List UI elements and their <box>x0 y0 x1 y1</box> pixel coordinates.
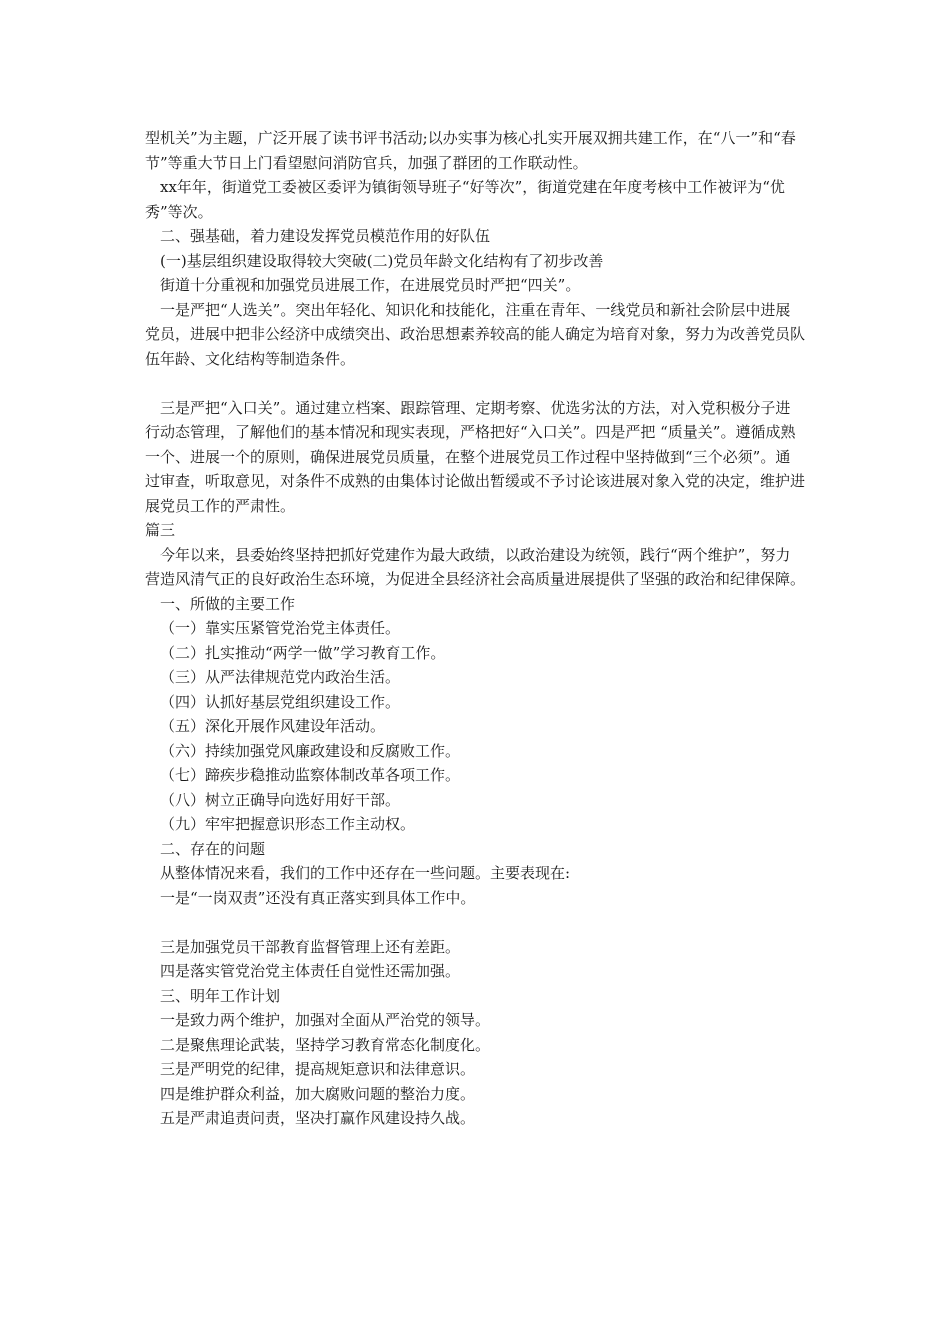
blank-line <box>145 910 805 935</box>
list-item: 一是“一岗双责”还没有真正落实到具体工作中。 <box>160 888 476 907</box>
list-item: （五）深化开展作风建设年活动。 <box>160 717 386 735</box>
list-item: （八）树立正确导向选好用好干部。 <box>160 790 401 809</box>
section-heading: 二、强基础，着力建设发挥党员模范作用的好队伍 <box>160 227 491 245</box>
paragraph: 型机关”为主题，广泛开展了读书评书活动;以办实事为核心扎实开展双拥共建工作，在“八一”和“春节”等重大节日上门看望慰问消防官兵，加强了群团的工作联动性。 <box>145 129 796 172</box>
list-item: 五是严肃追责问责，坚决打赢作风建设持久战。 <box>160 1109 476 1127</box>
list-item: （九）牢牢把握意识形态工作主动权。 <box>160 815 416 833</box>
blank-line <box>145 371 805 396</box>
paragraph: xx年年，街道党工委被区委评为镇街领导班子“好等次”，街道党建在年度考核中工作被评为“优秀”等次。 <box>145 178 785 221</box>
list-item: 三是加强党员干部教育监督管理上还有差距。 <box>160 937 461 956</box>
list-item: （四）认抓好基层党组织建设工作。 <box>160 692 401 711</box>
list-item: （七）蹄疾步稳推动监察体制改革各项工作。 <box>160 766 461 784</box>
section-heading: 三、明年工作计划 <box>160 986 281 1005</box>
list-item: 一是致力两个维护，加强对全面从严治党的领导。 <box>160 1011 491 1029</box>
paragraph: 从整体情况来看，我们的工作中还存在一些问题。主要表现在: <box>160 864 571 882</box>
list-item: （一）靠实压紧管党治党主体责任。 <box>160 619 401 637</box>
list-item: （六）持续加强党风廉政建设和反腐败工作。 <box>160 741 461 760</box>
list-item: 二是聚焦理论武装，坚持学习教育常态化制度化。 <box>160 1035 491 1054</box>
section-heading: 二、存在的问题 <box>160 839 266 858</box>
paragraph: 一是严把“人选关”。突出年轻化、知识化和技能化，注重在青年、一线党员和新社会阶层中进展党员，进展中把非公经济中成绩突出、政治思想素养较高的能人确定为培育对象，努力为改善党员队伍年龄、文化结构等制造条件。 <box>145 300 806 368</box>
subsection-heading: (一)基层组织建设取得较大突破(二)党员年龄文化结构有了初步改善 <box>160 251 604 270</box>
list-item: 四是落实管党治党主体责任自觉性还需加强。 <box>160 962 461 980</box>
chapter-heading: 篇三 <box>145 521 176 539</box>
list-item: （二）扎实推动“两学一做”学习教育工作。 <box>160 643 446 662</box>
list-item: 四是维护群众利益，加大腐败问题的整治力度。 <box>160 1084 476 1103</box>
paragraph: 今年以来，县委始终坚持把抓好党建作为最大政绩，以政治建设为统领，践行“两个维护”，努力营造风清气正的良好政治生态环境，为促进全县经济社会高质量进展提供了坚强的政治和纪律保障。 <box>145 545 806 588</box>
section-heading: 一、所做的主要工作 <box>160 594 296 613</box>
paragraph: 三是严把“入口关”。通过建立档案、跟踪管理、定期考察、优选劣汰的方法，对入党积极分子进行动态管理，了解他们的基本情况和现实表现，严格把好“入口关”。四是严把 “质量关”。遵循成熟一个、进展一个的原则，确保进展党员质量，在整个进展党员工作过程中坚持做到“三个必须”。通过审查，听取意见，对条件不成熟的由集体讨论做出暂缓或不予讨论该进展对象入党的决定，维护进展党员工作的严肃性。 <box>145 398 806 515</box>
list-item: （三）从严法律规范党内政治生活。 <box>160 668 401 686</box>
list-item: 三是严明党的纪律，提高规矩意识和法律意识。 <box>160 1060 476 1078</box>
paragraph: 街道十分重视和加强党员进展工作，在进展党员时严把“四关”。 <box>160 276 581 294</box>
document-body <box>145 126 805 1131</box>
